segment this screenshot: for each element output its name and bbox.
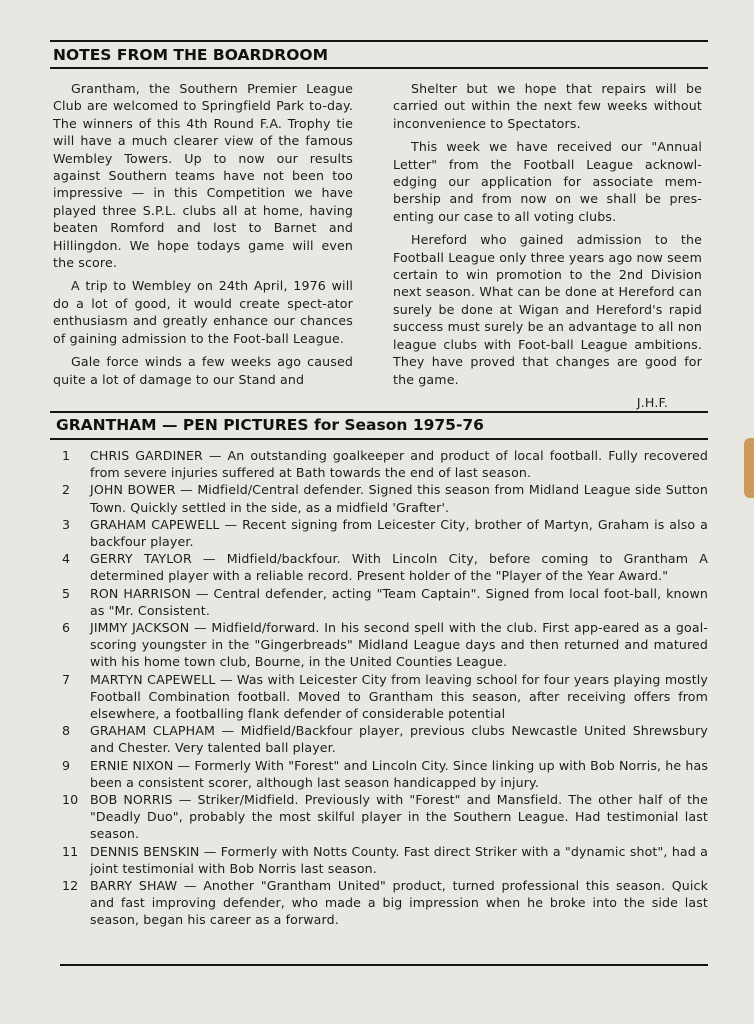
notes-heading-rule xyxy=(50,67,708,69)
notes-right-paragraph: Shelter but we hope that repairs will be carried out within the next few weeks without inconvenience to Spectators. xyxy=(393,81,702,131)
notes-left-paragraph: Grantham, the Southern Premier League Club are welcomed to Springfield Park to-day. The winners of this 4th Round F.A. Trophy tie will have a much clearer view of the famous Wembley Towers. Up to now our results against Southern teams have not been too impressive — in this Competition we have played three S.P.L. clubs all at home, having beaten Romford and lost to Barnet and Hillingdon. We hope todays game will even the score. xyxy=(53,81,353,271)
player-entry xyxy=(56,757,708,791)
player-number: 2 xyxy=(62,482,71,498)
player-number: 8 xyxy=(62,723,71,739)
player-entry xyxy=(56,843,708,877)
player-description: BARRY SHAW — Another "Grantham United" product, turned professional this season. Quick and fast improving defender, who made a big impression when he broke into the side last season, began his career as a forward. xyxy=(90,878,708,928)
player-number: 5 xyxy=(62,585,71,601)
player-number: 9 xyxy=(62,757,71,773)
player-description: DENNIS BENSKIN — Formerly with Notts County. Fast direct Striker with a "dynamic shot", had a joint testimonial with Bob Norris last season. xyxy=(90,843,708,876)
notes-left-paragraph: A trip to Wembley on 24th April, 1976 will do a lot of good, it would create spect-ator enthusiasm and greatly enhance our chances of gaining admission to the Foot-ball League. xyxy=(53,278,353,346)
player-number: 10 xyxy=(62,792,79,808)
player-number: 12 xyxy=(62,878,79,894)
signature: J.H.F. xyxy=(636,394,668,410)
player-number: 7 xyxy=(62,671,71,687)
player-entry xyxy=(56,481,708,515)
player-description: JOHN BOWER — Midfield/Central defender. Signed this season from Midland League side Sutton Town. Quickly settled in the side, as a midfield 'Grafter'. xyxy=(90,482,708,515)
pen-pictures-heading-rule xyxy=(50,438,708,440)
player-entry xyxy=(56,516,708,550)
notes-right-column xyxy=(393,80,702,417)
player-description: GRAHAM CAPEWELL — Recent signing from Leicester City, brother of Martyn, Graham is also a backfour player. xyxy=(90,516,708,550)
notes-left-paragraph: Gale force winds a few weeks ago caused quite a lot of damage to our Stand and xyxy=(53,354,353,387)
bottom-rule xyxy=(60,964,708,966)
player-entry xyxy=(56,447,708,481)
player-entry xyxy=(56,671,708,723)
section-rule xyxy=(50,411,708,413)
notes-left-column xyxy=(53,80,353,394)
top-rule xyxy=(50,40,708,42)
page-tab-mark xyxy=(744,438,754,498)
pen-pictures-heading: GRANTHAM — PEN PICTURES for Season 1975-76 xyxy=(56,416,484,434)
player-description: MARTYN CAPEWELL — Was with Leicester City from leaving school for four years playing mostly Football Combination football. Moved to Grantham this season, after receiving offers from elsewhere, a footballing flank defender of considerable potential xyxy=(90,671,708,722)
player-entry xyxy=(56,791,708,843)
player-number: 6 xyxy=(62,620,71,636)
player-description: RON HARRISON — Central defender, acting "Team Captain". Signed from local foot-ball, known as "Mr. Consistent. xyxy=(90,585,708,618)
player-number: 4 xyxy=(62,551,71,567)
player-entry xyxy=(56,585,708,619)
player-entry xyxy=(56,722,708,756)
player-number: 3 xyxy=(62,516,71,532)
player-description: GERRY TAYLOR — Midfield/backfour. With Lincoln City, before coming to Grantham A determined player with a reliable record. Present holder of the "Player of the Year Award." xyxy=(90,551,708,584)
notes-heading: NOTES FROM THE BOARDROOM xyxy=(53,46,329,64)
player-description: ERNIE NIXON — Formerly With "Forest" and Lincoln City. Since linking up with Bob Norris, he has been a consistent scorer, although last season handicapped by injury. xyxy=(90,757,708,790)
player-number: 11 xyxy=(62,843,79,859)
player-number: 1 xyxy=(62,448,71,463)
player-description: GRAHAM CLAPHAM — Midfield/Backfour player, previous clubs Newcastle United Shrewsbury and Chester. Very talented ball player. xyxy=(90,723,708,756)
player-entry xyxy=(56,619,708,671)
player-description: CHRIS GARDINER — An outstanding goalkeeper and product of local football. Fully recovered from severe injuries suffered at Bath towards the end of last season. xyxy=(90,448,708,481)
notes-right-paragraph: Hereford who gained admission to the Football League only three years ago now seem certain to win promotion to the 2nd Division next season. What can be done at Hereford can surely be done at Wigan and Hereford's rapid success must surely be an advantage to all non league clubs with Foot-ball League ambitions. They have proved that changes are good for the game. xyxy=(393,232,702,387)
notes-right-paragraph: This week we have received our "Annual Letter" from the Football League acknowl-edging our application for associate mem-bership and from now on we shall be pres-enting our case to all voting clubs. xyxy=(393,139,702,224)
player-entry xyxy=(56,550,708,584)
player-description: BOB NORRIS — Striker/Midfield. Previously with "Forest" and Mansfield. The other half of the "Deadly Duo", probably the most skilful player in the Southern League. Had testimonial last season. xyxy=(90,792,708,842)
player-list xyxy=(56,447,708,929)
player-entry xyxy=(56,877,708,929)
player-description: JIMMY JACKSON — Midfield/forward. In his second spell with the club. First app-eared as a goal-scoring youngster in the "Gingerbreads" Midland League days and then returned and matured with his home town club, Bourne, in the United Counties League. xyxy=(90,620,708,670)
